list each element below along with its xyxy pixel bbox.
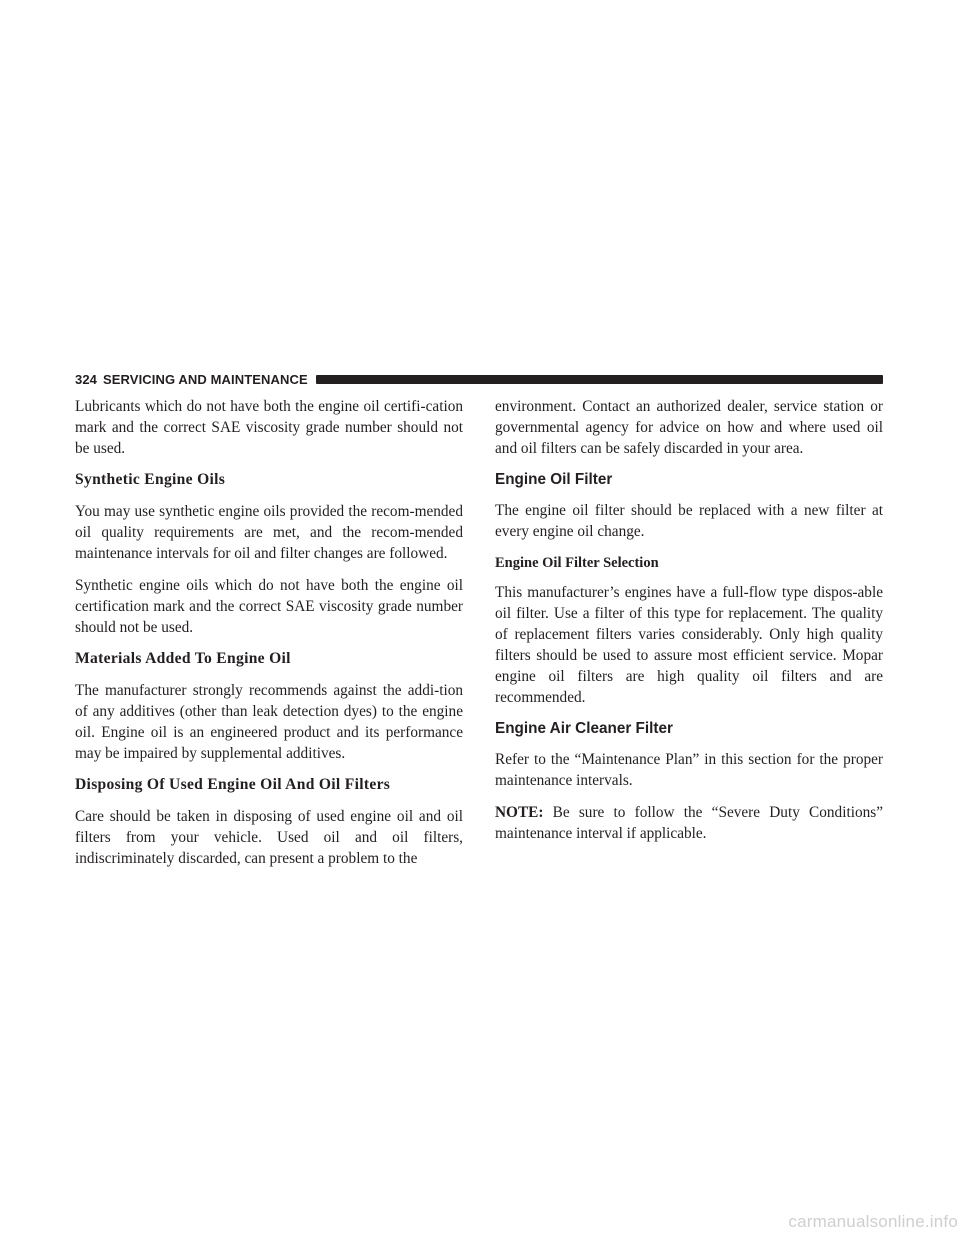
heading-synthetic-engine-oils: Synthetic Engine Oils [75,471,226,488]
paragraph-maintenance-plan: Refer to the “Maintenance Plan” in this section for the proper maintenance intervals. [495,751,883,789]
paragraph-environment: environment. Contact an authorized dealer, service station or governmental agency for advice on how and where used oil and oil filters can be safely discarded in your area. [495,398,883,457]
paragraph-synthetic-use: You may use synthetic engine oils provided the recom-mended oil quality requirements are met, and the recom-mended maintenance intervals for oil and filter changes are followed. [75,503,463,562]
paragraph-filter-replacement: The engine oil filter should be replaced with a new filter at every engine oil change. [495,502,883,540]
section-title: SERVICING AND MAINTENANCE [103,371,308,387]
heading-filter-selection: Engine Oil Filter Selection [495,555,659,571]
right-column [495,396,883,855]
paragraph-filter-selection: This manufacturer’s engines have a full-flow type dispos-able oil filter. Use a filter of this type for replacement. The quality of replacement filters varies considerably. Only high quality filters should be used to assure most efficient service. Mopar engine oil filters are high quality oil filters and are recommended. [495,584,883,706]
heading-disposing: Disposing Of Used Engine Oil And Oil Filters [75,776,391,793]
heading-air-cleaner-filter: Engine Air Cleaner Filter [495,720,673,737]
note-text: Be sure to follow the “Severe Duty Conditions” maintenance interval if applicable. [495,804,883,842]
paragraph-lubricants: Lubricants which do not have both the engine oil certifi-cation mark and the correct SAE viscosity grade number should not be used. [75,398,463,457]
paragraph-synthetic-certification: Synthetic engine oils which do not have both the engine oil certification mark and the correct SAE viscosity grade number should not be used. [75,577,463,636]
heading-engine-oil-filter: Engine Oil Filter [495,471,613,488]
page-number: 324 [75,371,97,387]
page-header [75,369,883,389]
paragraph-additives: The manufacturer strongly recommends against the addi-tion of any additives (other than leak detection dyes) to the engine oil. Engine oil is an engineered product and its performance may be impaired by supplemental additives. [75,682,463,762]
note-label: NOTE: [495,804,544,821]
heading-materials-added: Materials Added To Engine Oil [75,650,291,667]
note-paragraph [495,802,883,844]
paragraph-disposing: Care should be taken in disposing of used engine oil and oil filters from your vehicle. Used oil and oil filters, indiscriminately discarded, can present a problem to the [75,808,463,867]
watermark: carmanualsonline.info [788,1212,958,1231]
left-column [75,396,463,880]
header-rule [316,375,883,384]
